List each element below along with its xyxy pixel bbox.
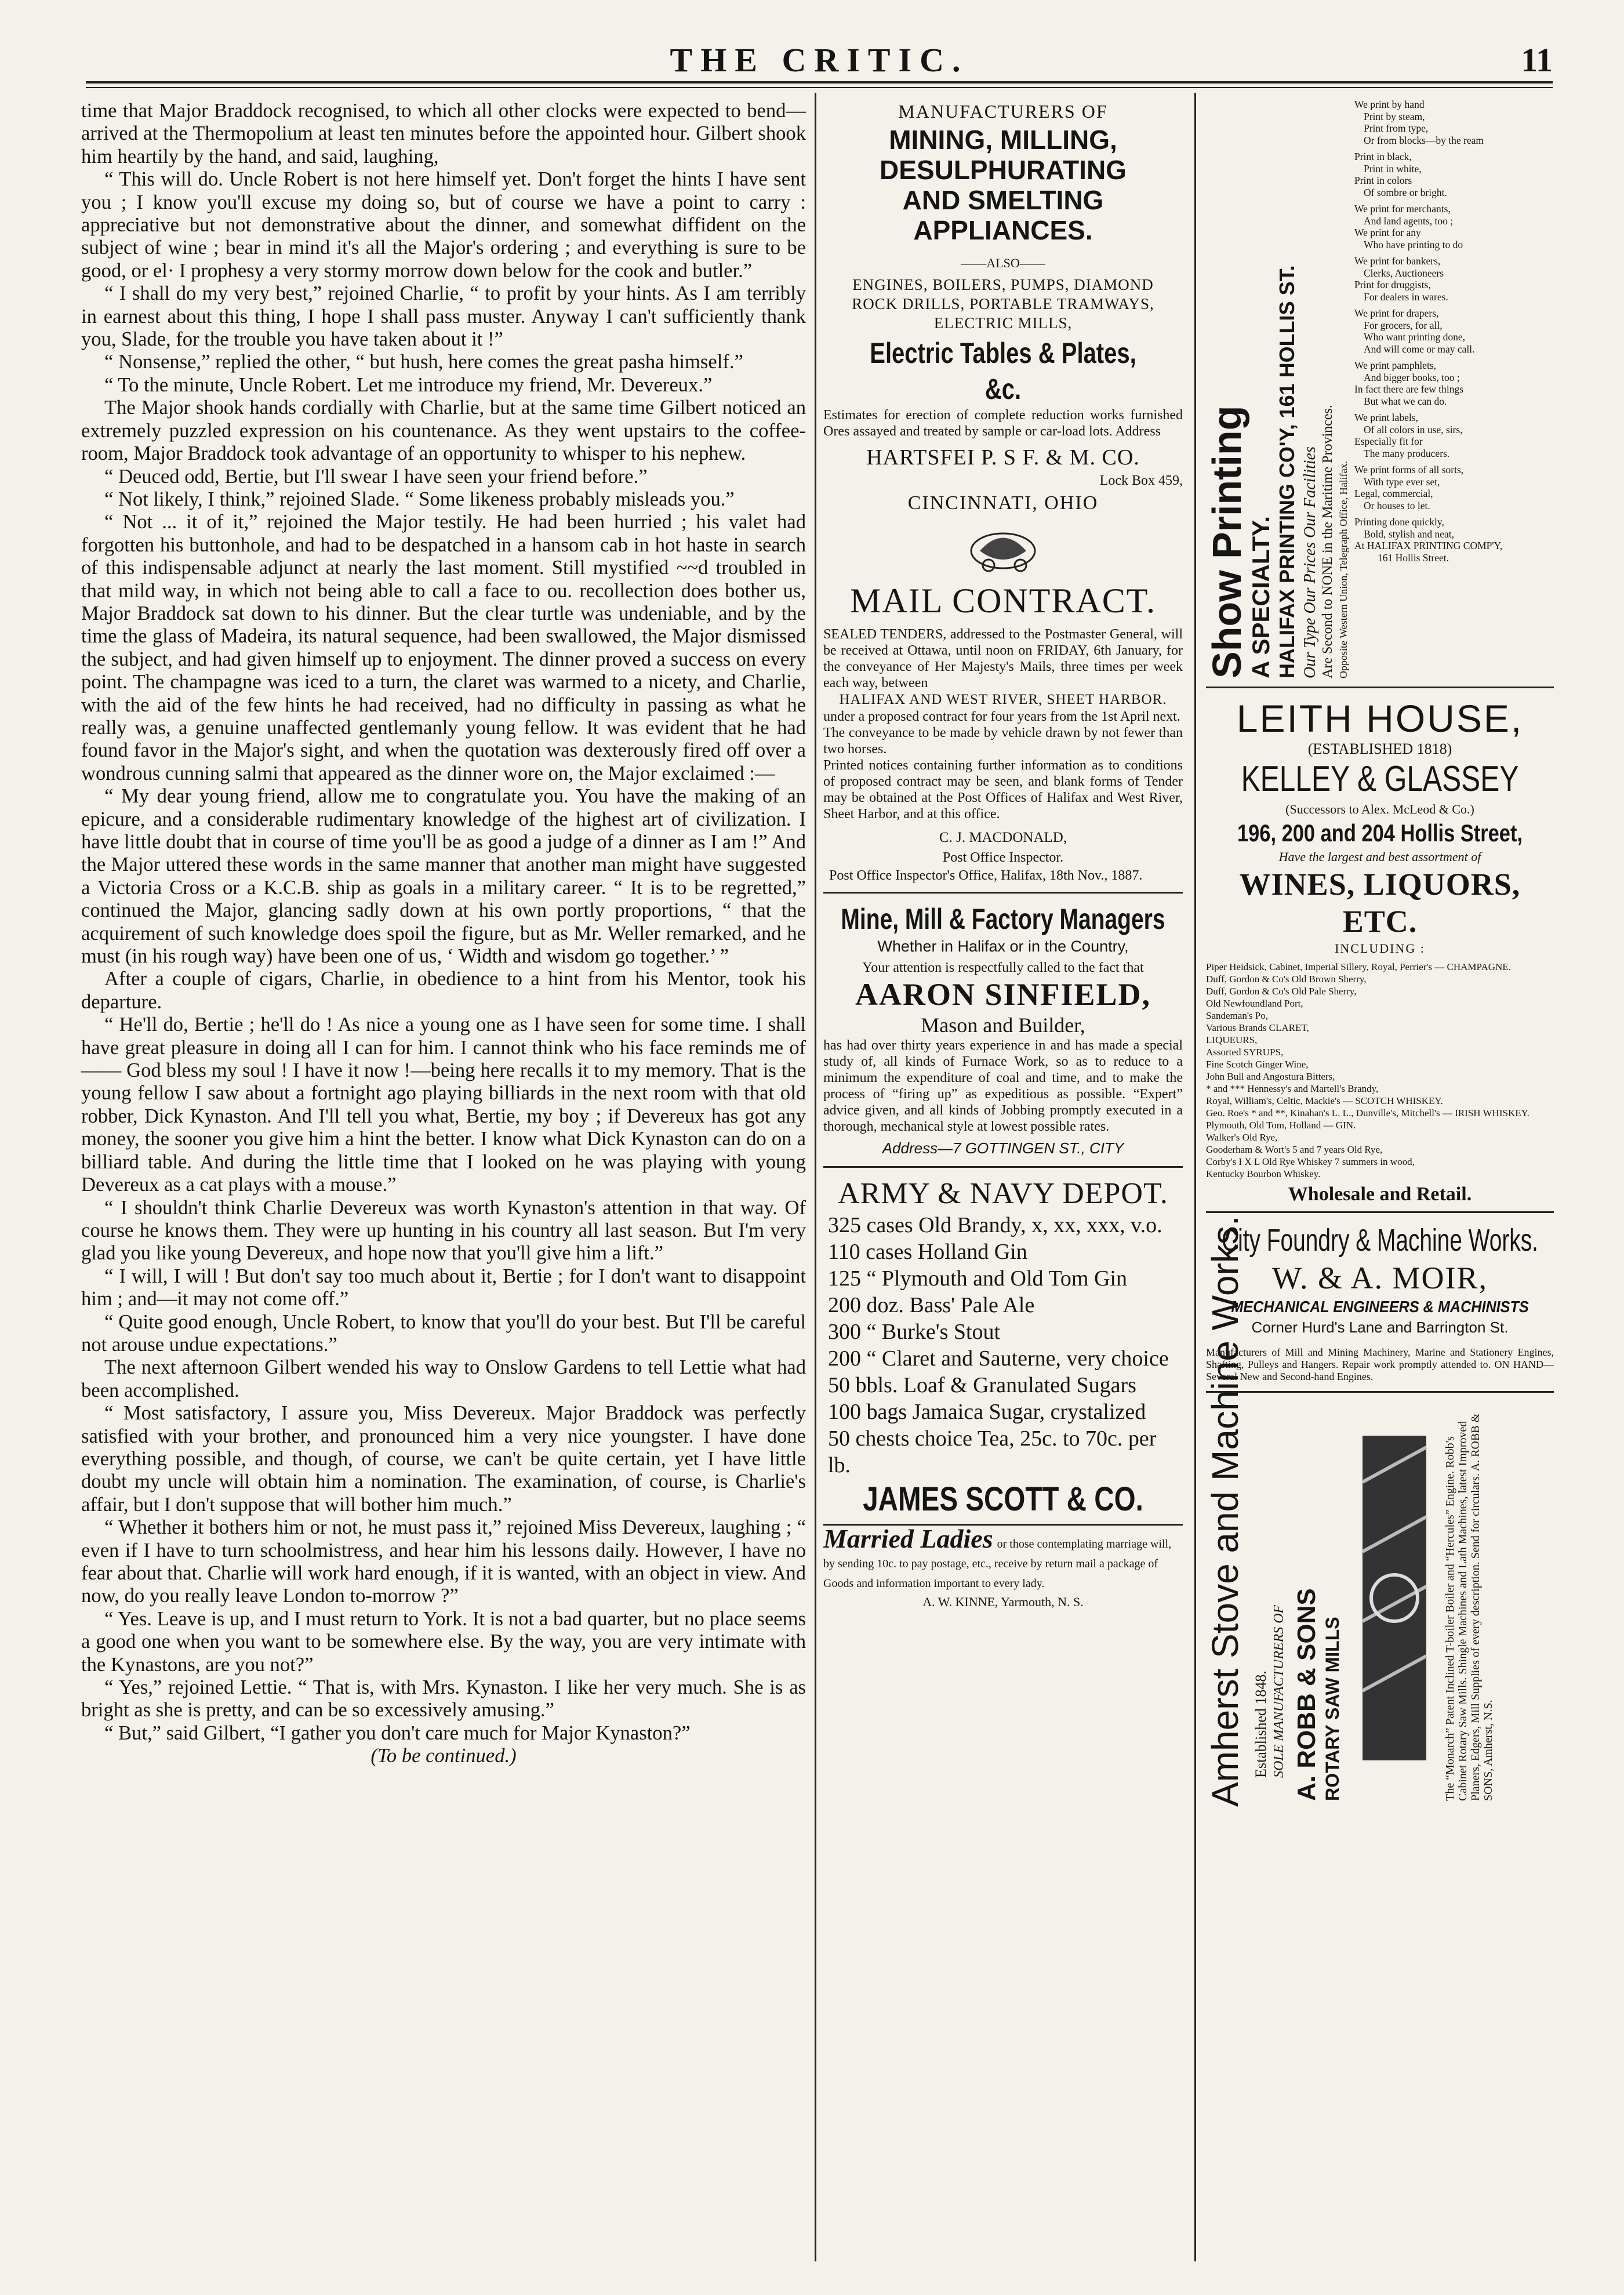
ad-mail-body: SEALED TENDERS, addressed to the Postmaster General, will be received at Ottawa, until noon on FRIDAY, 6th January, for the conveyance of Her Majesty's Mails, three times per week each way, between — [823, 627, 1183, 691]
list-item: Print from type, — [1364, 122, 1429, 134]
ad-moir-body: Manufacturers of Mill and Mining Machinery, Marine and Stationery Engines, Shafting, Pulleys and Hangers. Repair work promptly attended to. ON HAND—Several New and Second-hand Engines. — [1206, 1346, 1554, 1382]
ad-mining-items: ENGINES, BOILERS, PUMPS, DIAMOND ROCK DRILLS, PORTABLE TRAMWAYS, ELECTRIC MILLS, — [852, 276, 1154, 332]
list-item: John Bull and Angostura Bitters, — [1206, 1071, 1335, 1082]
list-item: We print for bankers, — [1354, 255, 1441, 267]
list-item: We print by hand — [1354, 99, 1425, 110]
list-item: Walker's Old Rye, — [1206, 1132, 1278, 1143]
ad-sinfield-body: has had over thirty years experience in and has made a special study of, all kinds of Furnace Work, so as to reduce to a minimum the expenditure of coal and time, and to make the process of “firing up” as expeditious as possible. “Expert” advice given, and all kinds of Jobbing promptly executed in a thorough, mechanical style at lowest possible rates. — [823, 1038, 1183, 1134]
ad-mining-heading: MANUFACTURERS OF — [898, 101, 1108, 122]
story-paragraph: “ This will do. Uncle Robert is not here himself yet. Don't forget the hints I have sent you ; I know you'll excuse my doing so, but of course we have a point to carry : appreciative but not demonstrative about the dinner, and somewhat diffident on the subject of wine ; bear in mind it's all the Major's ordering ; and everything is sure to be good, or el· I prophesy a very stormy morrow down below for the cook and butler.” — [81, 168, 806, 282]
ad-amherst-vertical-1: Amherst Stove and Machine Works. — [1204, 1215, 1246, 1807]
list-item: 100 bags Jamaica Sugar, crystalized — [828, 1400, 1146, 1424]
ad-divider — [1206, 1211, 1554, 1213]
header-rule — [86, 81, 1553, 83]
ad-mining — [823, 101, 1183, 516]
ad-mail-title: MAIL CONTRACT. — [850, 582, 1156, 620]
list-item: Who want printing done, — [1364, 331, 1465, 343]
ad-ladies-title: Married Ladies — [823, 1524, 993, 1553]
ad-married-ladies — [823, 1524, 1183, 1612]
list-item: But what we can do. — [1364, 395, 1447, 407]
list-item: 300 “ Burke's Stout — [828, 1320, 1001, 1344]
ad-mining-tables: Electric Tables & Plates, &c. — [870, 337, 1136, 405]
column-rule — [1194, 93, 1196, 2261]
page-number: 11 — [1521, 41, 1553, 79]
list-item: We print for merchants, — [1354, 203, 1451, 215]
list-item: Royal, William's, Celtic, Mackie's — SCOTCH WHISKEY. — [1206, 1095, 1443, 1106]
list-item: For dealers in wares. — [1364, 290, 1448, 303]
ad-mining-city: CINCINNATI, OHIO — [907, 492, 1099, 514]
list-item: * and *** Hennessy's and Martell's Brandy, — [1206, 1083, 1379, 1094]
ad-printing-vertical-1: Show Printing — [1204, 405, 1249, 678]
ad-moir-corner: Corner Hurd's Lane and Barrington St. — [1251, 1319, 1509, 1336]
list-item: Bold, stylish and neat, — [1364, 528, 1455, 540]
list-item: Geo. Roe's * and **, Kinahan's L. L., Dunville's, Mitchell's — IRISH WHISKEY. — [1206, 1107, 1529, 1119]
story-paragraph: “ I shouldn't think Charlie Devereux was worth Kynaston's attention in that way. Of course he knows them. They were up hunting in his country all last season. But I'm very glad you like young Devereux, and hope now that you'll give him a lift.” — [81, 1196, 806, 1265]
list-item: 200 “ Claret and Sauterne, very choice — [828, 1346, 1169, 1371]
ad-leith-succ: (Successors to Alex. McLeod & Co.) — [1285, 802, 1474, 816]
ad-divider — [823, 1166, 1183, 1168]
list-item: We print forms of all sorts, — [1354, 464, 1464, 475]
list-item: At HALIFAX PRINTING COMP'Y, — [1354, 540, 1503, 551]
ad-army-navy — [823, 1176, 1183, 1520]
ad-sinfield-attn: Your attention is respectfully called to the fact that — [862, 960, 1144, 975]
list-item: 50 chests choice Tea, 25c. to 70c. per lb. — [828, 1426, 1157, 1477]
list-item: 325 cases Old Brandy, x, xx, xxx, v.o. — [828, 1213, 1162, 1237]
ad-mail-body-4: Printed notices containing further information as to conditions of proposed contract may be seen, and blank forms of Tender may be obtained at the Post Offices of Halifax and West River, Sheet Harbor, and at this office. — [823, 758, 1183, 822]
ad-sinfield-address: Address—7 GOTTINGEN ST., CITY — [882, 1139, 1124, 1157]
ad-leith-est: (ESTABLISHED 1818) — [1307, 740, 1452, 757]
list-item: Who have printing to do — [1364, 238, 1463, 250]
list-item: Or from blocks—by the ream — [1364, 134, 1484, 146]
ad-amherst-vertical-4: A. ROBB & SONS — [1292, 1588, 1321, 1801]
ad-divider — [823, 892, 1183, 894]
list-item: The many producers. — [1364, 447, 1450, 459]
list-item: Print in black, — [1354, 151, 1412, 162]
ad-amherst-vertical-5: ROTARY SAW MILLS — [1322, 1617, 1343, 1801]
ad-leith-list — [1206, 961, 1554, 1180]
story-paragraph: “ He'll do, Bertie ; he'll do ! As nice a young one as I have seen for some time. I shall have great pleasure in doing all I can for him. I cannot think who his face reminds me of—— God bless my soul ! I have it now !—being here recalls it to my memory. That is the young fellow I saw about a fortnight ago playing billiards in the next room with that old robber, Dick Kynaston. And I'll tell you what, Bertie, my boy ; if Devereux has got any money, the sooner you give him a hint the better. I know what Dick Kynaston can do on a billiard table. And during the little time that I looked on he was playing with young Devereux as a cat plays with a mouse.” — [81, 1014, 806, 1196]
list-item: 50 bbls. Loaf & Granulated Sugars — [828, 1373, 1136, 1397]
saw-mill-illustration-icon — [1351, 1412, 1438, 1784]
ad-leith-have: Have the largest and best assortment of — [1278, 849, 1481, 864]
ad-moir — [1206, 1221, 1554, 1383]
story-paragraph: time that Major Braddock recognised, to which all other clocks were expected to bend—arrived at the Thermopolium at least ten minutes before the appointed hour. Gilbert shook him heartily by the hand, and said, laughing, — [81, 100, 806, 168]
story-paragraph: “ To the minute, Uncle Robert. Let me introduce my friend, Mr. Devereux.” — [104, 373, 713, 396]
ad-printing-list — [1354, 99, 1554, 564]
list-item: Print for druggists, — [1354, 279, 1431, 290]
ad-moir-title: City Foundry & Machine Works. — [1222, 1223, 1538, 1258]
story-paragraph: “ Not likely, I think,” rejoined Slade. “ Some likeness probably misleads you.” — [104, 488, 735, 510]
ad-mining-box: Lock Box 459, — [1099, 473, 1183, 488]
ad-army-title: ARMY & NAVY DEPOT. — [838, 1177, 1168, 1210]
ad-divider — [1206, 1391, 1554, 1393]
ad-leith-wholesale: Wholesale and Retail. — [1288, 1183, 1472, 1205]
ad-leith-firm: KELLEY & GLASSEY — [1241, 759, 1519, 799]
list-item: Corby's I X L Old Rye Whiskey 7 summers in wood, — [1206, 1156, 1415, 1167]
ad-mail-contract — [823, 580, 1183, 884]
list-item: Sandeman's Po, — [1206, 1010, 1268, 1021]
list-item: Fine Scotch Ginger Wine, — [1206, 1059, 1309, 1070]
story-paragraph: “ Yes. Leave is up, and I must return to York. It is not a bad quarter, but no place seems a good one when you want to be somewhere else. By the way, you are very intimate with the Kynastons, are you not?” — [81, 1607, 806, 1676]
ad-ladies-body: or those contemplating marriage will, by sending 10c. to pay postage, etc., receive by return mail a package of Goods and information important to every lady. — [823, 1538, 1172, 1590]
ad-leith-title: LEITH HOUSE, — [1236, 697, 1524, 740]
list-item: 161 Hollis Street. — [1378, 551, 1449, 564]
story-paragraph: The Major shook hands cordially with Charlie, but at the same time Gilbert noticed an extremely puzzled expression on his countenance. As they went upstairs to the coffee-room, Major Braddock took advantage of an opportunity to whisper to his nephew. — [81, 397, 806, 465]
story-paragraph: “ I will, I will ! But don't say too much about it, Bertie ; for I don't want to disappoint him ; and—it may not come off.” — [81, 1265, 806, 1310]
ad-amherst-vertical-2: Established 1848. — [1252, 1671, 1269, 1778]
ad-army-firm: JAMES SCOTT & CO. — [863, 1480, 1143, 1518]
list-item: Print in colors — [1354, 175, 1412, 186]
list-item: Legal, commercial, — [1354, 488, 1433, 499]
list-item: Clerks, Auctioneers — [1364, 267, 1444, 279]
ad-printing-vertical-3: HALIFAX PRINTING CO'Y, 161 HOLLIS ST. — [1275, 265, 1299, 678]
list-item: Various Brands CLARET, — [1206, 1022, 1309, 1033]
list-item: Or houses to let. — [1364, 499, 1430, 511]
ad-printing-vertical-2: A SPECIALTY. — [1247, 515, 1274, 678]
story-paragraph: After a couple of cigars, Charlie, in obedience to a hint from his Mentor, took his departure. — [81, 968, 806, 1013]
ad-sinfield — [823, 902, 1183, 1158]
story-paragraph: “ Yes,” rejoined Lettie. “ That is, with Mrs. Kynaston. I like her very much. She is as bright as she is pretty, and can be so excessively amusing.” — [81, 1676, 806, 1722]
ad-printing-vertical-5: Are Second to NONE in the Maritime Provinces. — [1320, 405, 1335, 678]
ad-printing — [1206, 99, 1554, 678]
list-item: We print pamphlets, — [1354, 359, 1436, 371]
ad-printing-vertical-4: Our Type Our Prices Our Facilities — [1301, 446, 1319, 678]
ad-sinfield-title: Mine, Mill & Factory Managers — [841, 903, 1165, 935]
list-item: And land agents, too ; — [1364, 215, 1454, 227]
ad-amherst-vertical-6: The “Monarch” Patent Inclined T-boiler Boiler and “Hercules” Engine. Robb's Cabinet Rotary Saw Mills. Shingle Machines and Lath Machines, latest Improved Planers, Edgers, Mill Supplies of every description. Send for circulars. A. ROBB & SONS, Amherst, N.S. — [1444, 1413, 1495, 1801]
list-item: We print labels, — [1354, 412, 1418, 423]
story-paragraph: “ But,” said Gilbert, “I gather you don't care much for Major Kynaston?” — [104, 1722, 691, 1744]
column-rule — [815, 93, 816, 2261]
ad-mining-also: ——ALSO—— — [961, 256, 1045, 270]
to-be-continued: (To be continued.) — [370, 1745, 517, 1767]
ad-amherst-vertical-3: SOLE MANUFACTURERS OF — [1271, 1604, 1287, 1778]
list-item: In fact there are few things — [1354, 383, 1464, 395]
story-paragraph: “ Most satisfactory, I assure you, Miss Devereux. Major Braddock was perfectly satisfied with your brother, and pronounced him a very nice youngster. I have done everything possible, and though, of course, we can't be quite certain, yet I have little doubt my uncle will obtain him a nomination. The examination, of course, is Charlie's affair, but I don't suppose that will bother him much.” — [81, 1402, 806, 1516]
ad-mail-signature-title: Post Office Inspector. — [942, 850, 1064, 865]
list-item: 200 doz. Bass' Pale Ale — [828, 1293, 1035, 1317]
mail-coach-icon — [823, 516, 1183, 580]
ad-mining-body: Estimates for erection of complete reduction works furnished Ores assayed and treated by sample or car-load lots. Address — [823, 408, 1183, 439]
list-item: We print for any — [1354, 227, 1421, 238]
ad-leith-including: INCLUDING : — [1335, 941, 1425, 956]
list-item: And will come or may call. — [1364, 343, 1475, 355]
list-item: Duff, Gordon & Co's Old Pale Sherry, — [1206, 986, 1357, 997]
ad-divider — [1206, 687, 1554, 688]
ad-mining-title: MINING, MILLING, DESULPHURATING — [880, 125, 1127, 185]
list-item: With type ever set, — [1364, 475, 1440, 488]
story-paragraph: “ I shall do my very best,” rejoined Charlie, “ to profit by your hints. As I am terribly in earnest about this thing, I hope I shall pass muster. Anyway I can't sufficiently thank you, Slade, for the trouble you have taken about it !” — [81, 282, 806, 351]
ad-sinfield-trade: Mason and Builder, — [921, 1014, 1085, 1037]
list-item: Old Newfoundland Port, — [1206, 998, 1303, 1009]
ad-moir-sub: MECHANICAL ENGINEERS & MACHINISTS — [1231, 1298, 1529, 1316]
list-item: Gooderham & Wort's 5 and 7 years Old Rye, — [1206, 1144, 1383, 1155]
ad-mail-signature: C. J. MACDONALD, — [939, 830, 1067, 845]
list-item: Kentucky Bourbon Whiskey. — [1206, 1168, 1321, 1179]
page-header — [86, 35, 1553, 79]
ad-sinfield-name: AARON SINFIELD, — [855, 977, 1151, 1012]
list-item: Of all colors in use, sirs, — [1364, 423, 1463, 435]
story-column — [81, 100, 806, 1768]
story-paragraph: “ My dear young friend, allow me to congratulate you. You have the making of an epicure, and a considerable rudimentary knowledge of the highest art of civilization. I have little doubt that in course of time you'll be as good a judge of a dinner as I am !” And the Major uttered these words in the same manner that another man might have suggested a Victoria Cross or a K.C.B. ship as goals in a military career. “ It is to be regretted,” continued the Major, glancing sadly down at his own portly proportions, “ that the acquirement of such knowledge does spoil the figure, but as Mr. Weller remarked, and he must (in his rough way) have been one of us, ‘ Width and wisdom go together.’ ” — [81, 785, 806, 968]
list-item: And bigger books, too ; — [1364, 371, 1460, 383]
ad-sinfield-sub: Whether in Halifax or in the Country, — [877, 938, 1129, 955]
ads-column-middle — [823, 101, 1183, 1612]
ads-column-right — [1206, 99, 1554, 1807]
list-item: Plymouth, Old Tom, Holland — GIN. — [1206, 1120, 1356, 1131]
story-paragraph: “ Nonsense,” replied the other, “ but hush, here comes the great pasha himself.” — [104, 351, 743, 373]
list-item: We print for drapers, — [1354, 307, 1439, 319]
list-item: Duff, Gordon & Co's Old Brown Sherry, — [1206, 974, 1367, 985]
ad-leith-address: 196, 200 and 204 Hollis Street, — [1237, 819, 1523, 847]
list-item: 110 cases Holland Gin — [828, 1240, 1027, 1264]
list-item: 125 “ Plymouth and Old Tom Gin — [828, 1266, 1127, 1291]
story-paragraph: The next afternoon Gilbert wended his way to Onslow Gardens to tell Lettie what had been accomplished. — [81, 1356, 806, 1401]
ad-leith-wines: WINES, LIQUORS, ETC. — [1239, 867, 1521, 939]
ad-mail-office: Post Office Inspector's Office, Halifax, 18th Nov., 1887. — [829, 868, 1143, 883]
list-item: Print by steam, — [1364, 110, 1425, 122]
masthead-title: THE CRITIC. — [670, 41, 969, 79]
ad-printing-vertical-6: Opposite Western Union, Telegraph Office, Halifax. — [1338, 460, 1349, 678]
story-paragraph: “ Whether it bothers him or not, he must pass it,” rejoined Miss Devereux, laughing ; “ even if I have to turn schoolmistress, and hear him his lessons daily. However, I have no fear about that. Charlie will work hard enough, if it is wanted, with an object in view. And now, do you really leave London to-morrow ?” — [81, 1516, 806, 1607]
header-rule-thin — [86, 87, 1553, 88]
list-item: Of sombre or bright. — [1364, 186, 1447, 198]
story-paragraph: “ Not ... it of it,” rejoined the Major testily. He had been hurried ; his valet had forgotten his buttonhole, and had to be despatched in a hansom cab in hot haste in search of this indispensable adjunct at nearly the last moment. Still mystified ~~d troubled in that mild way, in which not being able to call a face to ou. recollection does bother us, Major Braddock sat down to his dinner. But the clear turtle was undeniable, and by the time the glass of Madeira, its natural sequence, had been swallowed, the Major dismissed the subject, and had given himself up to enjoyment. The dinner proved a success on every point. The champagne was iced to a turn, the claret was warmed to a nicety, and Charlie, with the aid of the few hints he had received, had no difficulty in passing as what he really was, a genuine unaffected gentlemanly young fellow. It was evident that he had found favor in the Major's sight, and when the quotation was dexterously fired off over a wondrous cunning salmi that appeared as the dinner wore on, the Major exclaimed :— — [81, 511, 806, 785]
ad-army-list — [823, 1212, 1183, 1479]
ad-mail-body-3: The conveyance to be made by vehicle drawn by not fewer than two horses. — [823, 725, 1183, 757]
story-paragraph: “ Quite good enough, Uncle Robert, to know that you'll do your best. But I'll be careful not arouse undue expectations.” — [81, 1310, 806, 1356]
list-item: Printing done quickly, — [1354, 516, 1444, 528]
ad-mining-firm: HARTSFEI P. S F. & M. CO. — [866, 445, 1140, 470]
ad-leith-house — [1206, 696, 1554, 1203]
ad-ladies-signature: A. W. KINNE, Yarmouth, N. S. — [922, 1595, 1084, 1609]
ad-mail-route: HALIFAX AND WEST RIVER, SHEET HARBOR. — [839, 692, 1167, 707]
ad-moir-firm: W. & A. MOIR, — [1271, 1261, 1488, 1295]
ad-mining-title-2: AND SMELTING APPLIANCES. — [902, 185, 1104, 245]
list-item: Assorted SYRUPS, — [1206, 1047, 1284, 1058]
list-item: Print in white, — [1364, 162, 1422, 175]
list-item: Especially fit for — [1354, 435, 1423, 447]
list-item: For grocers, for all, — [1364, 319, 1443, 331]
ad-mail-body-2: under a proposed contract for four years from the 1st April next. — [823, 709, 1180, 724]
list-item: LIQUEURS, — [1206, 1034, 1258, 1045]
story-paragraph: “ Deuced odd, Bertie, but I'll swear I have seen your friend before.” — [104, 465, 648, 488]
list-item: Piper Heidsick, Cabinet, Imperial Sillery, Royal, Perrier's — CHAMPAGNE. — [1206, 961, 1511, 972]
